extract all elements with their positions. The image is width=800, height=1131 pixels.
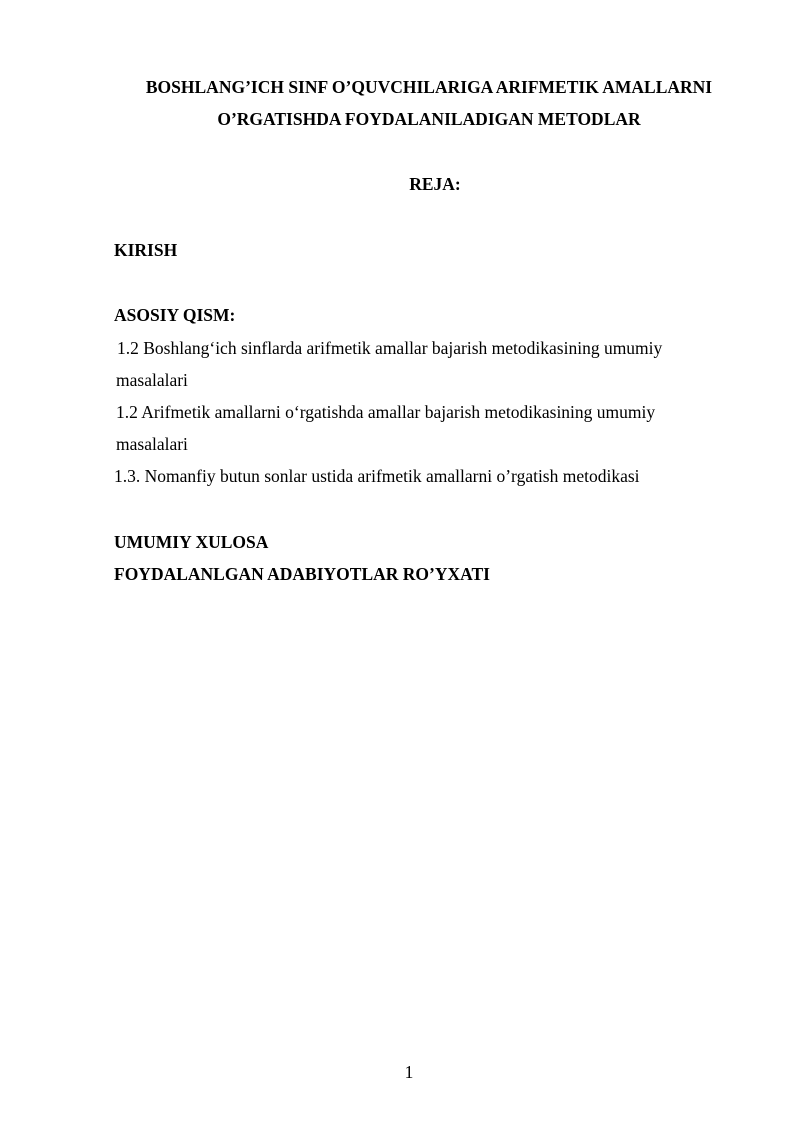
conclusion-heading: UMUMIY XULOSA [114, 532, 269, 552]
plan-item-1-line-1: 1.2 Boshlang‘ich sinflarda arifmetik amallar bajarish metodikasining umumiy [117, 338, 663, 358]
plan-item-1-line-2: masalalari [116, 370, 188, 390]
plan-item-3-line-1: 1.3. Nomanfiy butun sonlar ustida arifmetik amallarni o’rgatish metodikasi [114, 466, 640, 486]
page-number: 1 [404, 1062, 414, 1082]
intro-heading: KIRISH [114, 240, 178, 260]
plan-heading: REJA: [409, 174, 461, 194]
document-title-line-2: O’RGATISHDA FOYDALANILADIGAN METODLAR [217, 109, 641, 129]
plan-item-2-line-2: masalalari [116, 434, 188, 454]
references-heading: FOYDALANLGAN ADABIYOTLAR RO’YXATI [114, 564, 490, 584]
plan-item-2-line-1: 1.2 Arifmetik amallarni o‘rgatishda amallar bajarish metodikasining umumiy [116, 402, 656, 422]
main-part-heading: ASOSIY QISM: [114, 305, 236, 325]
document-title-line-1: BOSHLANG’ICH SINF O’QUVCHILARIGA ARIFMETIK AMALLARNI [145, 77, 713, 97]
